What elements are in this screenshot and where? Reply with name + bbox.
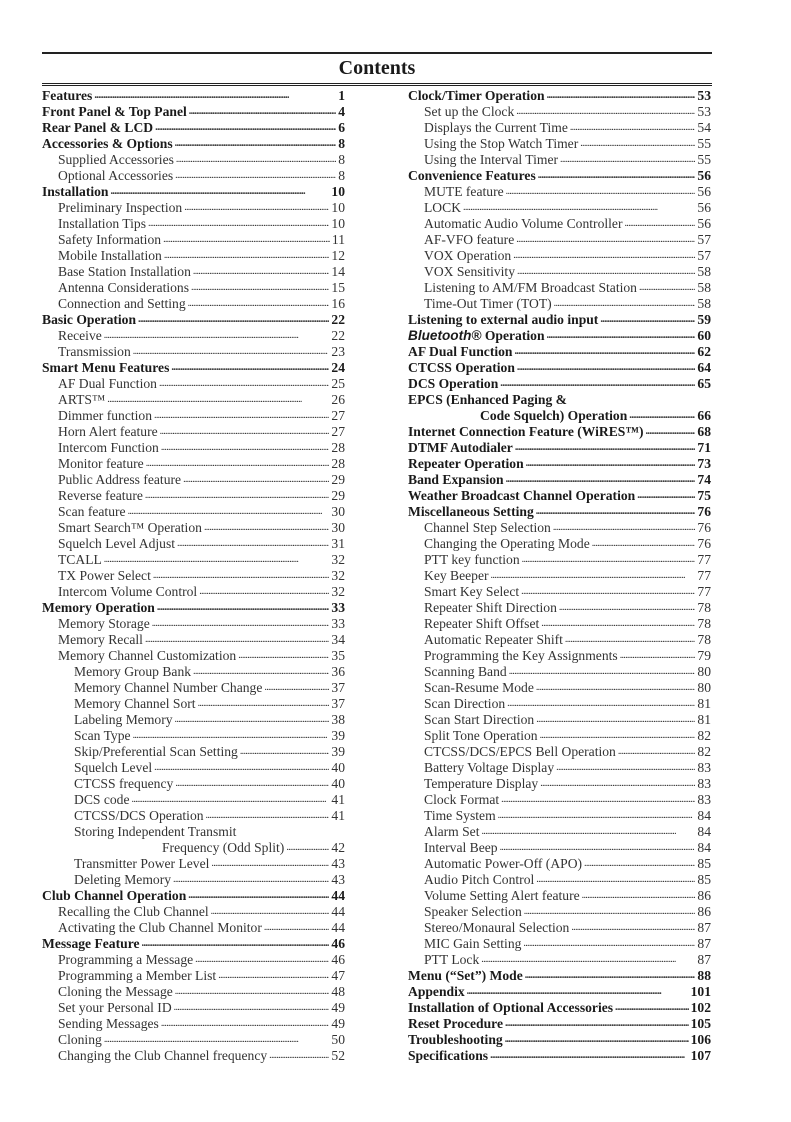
toc-entry-label: CTCSS/DCS/EPCS Bell Operation [424, 744, 616, 759]
toc-entry-page: 81 [697, 712, 711, 727]
dot-leader [206, 806, 330, 824]
toc-entry-page: 44 [331, 904, 345, 919]
toc-entry-label: DCS Operation [408, 376, 499, 391]
toc-entry-page: 87 [697, 952, 711, 967]
toc-entry-label: Convenience Features [408, 168, 536, 183]
toc-entry-page: 34 [331, 632, 345, 647]
toc-entry-page: 78 [697, 616, 711, 631]
toc-entry-page: 55 [697, 136, 711, 151]
toc-entry-page: 49 [331, 1016, 345, 1031]
toc-entry-page: 10 [331, 216, 345, 231]
top-rule [42, 52, 712, 54]
toc-entry-label: Labeling Memory [74, 712, 173, 727]
toc-entry-label: Memory Channel Number Change [74, 680, 263, 695]
toc-entry-label: Memory Group Bank [74, 664, 192, 679]
toc-entry-label: Time-Out Timer (TOT) [424, 296, 552, 311]
toc-entry-label: Installation of Optional Accessories [408, 1000, 614, 1015]
toc-entry-page: 43 [331, 856, 345, 871]
toc-entry-label: Scan Direction [424, 696, 506, 711]
toc-entry-page: 66 [697, 408, 711, 423]
toc-entry-label: LOCK [424, 200, 462, 215]
toc-entry-label: Band Expansion [408, 472, 504, 487]
toc-entry-label: Squelch Level [74, 760, 153, 775]
toc-entry-page: 46 [331, 936, 345, 951]
toc-entry-page: 41 [331, 792, 345, 807]
toc-entry-label: Specifications [408, 1048, 489, 1063]
toc-entry-label: VOX Operation [424, 248, 512, 263]
toc-entry-label: CTCSS/DCS Operation [74, 808, 204, 823]
toc-entry-label: Channel Step Selection [424, 520, 551, 535]
toc-entry-label: Memory Channel Sort [74, 696, 196, 711]
dot-leader [269, 1046, 329, 1064]
toc-entry-label: Internet Connection Feature (WiRES™) [408, 424, 644, 439]
toc-entry-page: 59 [697, 312, 711, 327]
toc-entry-label: Basic Operation [42, 312, 137, 327]
toc-entry-label: Programming a Message [58, 952, 194, 967]
toc-entry-page: 83 [697, 776, 711, 791]
toc-entry-page: 107 [690, 1048, 711, 1063]
toc-entry-label: Scanning Band [424, 664, 507, 679]
toc-entry-page: 29 [331, 488, 345, 503]
toc-entry-label: Monitor feature [58, 456, 144, 471]
toc-entry-label: TX Power Select [58, 568, 151, 583]
toc-entry[interactable] [42, 808, 345, 824]
toc-entry-page: 44 [331, 888, 345, 903]
toc-entry-page: 12 [331, 248, 345, 263]
toc-entry-page: 77 [697, 584, 711, 599]
toc-entry-label: Rear Panel & LCD [42, 120, 154, 135]
toc-entry-page: 8 [338, 136, 345, 151]
toc-entry-page: 75 [697, 488, 711, 503]
toc-entry-page: 29 [331, 472, 345, 487]
toc-entry-label: Using the Interval Timer [424, 152, 559, 167]
toc-entry-page: 86 [697, 888, 711, 903]
toc-entry-page: 22 [331, 312, 345, 327]
toc-entry-label: Skip/Preferential Scan Setting [74, 744, 238, 759]
toc-entry-label: Base Station Installation [58, 264, 191, 279]
toc-entry-page: 58 [697, 264, 711, 279]
toc-entry-label: Set up the Clock [424, 104, 515, 119]
toc-entry-label: Appendix [408, 984, 465, 999]
toc-entry[interactable] [42, 1048, 345, 1064]
toc-entry-label: Recalling the Club Channel [58, 904, 209, 919]
toc-entry-label: AF-VFO feature [424, 232, 515, 247]
toc-entry-page: 1 [338, 88, 345, 103]
toc-entry-page: 33 [331, 616, 345, 631]
toc-entry-page: 32 [331, 568, 345, 583]
toc-entry-page: 102 [690, 1000, 711, 1015]
toc-entry-label: Alarm Set [424, 824, 480, 839]
toc-entry-label: Public Address feature [58, 472, 182, 487]
dot-leader [490, 1046, 689, 1064]
toc-entry-label: Speaker Selection [424, 904, 522, 919]
toc-entry-page: 54 [697, 120, 711, 135]
toc-entry-label: Key Beeper [424, 568, 489, 583]
toc-entry-page: 42 [331, 840, 345, 855]
toc-entry-page: 37 [331, 680, 345, 695]
toc-entry-label: Changing the Club Channel frequency [58, 1048, 268, 1063]
toc-entry-label: Set your Personal ID [58, 1000, 172, 1015]
toc-entry-label: Split Tone Operation [424, 728, 538, 743]
toc-entry-page: 56 [697, 168, 711, 183]
toc-entry-label: VOX Sensitivity [424, 264, 516, 279]
toc-entry[interactable] [408, 376, 711, 392]
toc-entry-label: Menu (“Set”) Mode [408, 968, 523, 983]
toc-entry-label: DTMF Autodialer [408, 440, 513, 455]
toc-entry-label: Installation Tips [58, 216, 147, 231]
toc-entry-label: Transmitter Power Level [74, 856, 210, 871]
toc-entry-page: 85 [697, 856, 711, 871]
toc-entry-page: 53 [697, 88, 711, 103]
toc-entry-page: 53 [697, 104, 711, 119]
toc-entry-label: Mobile Installation [58, 248, 162, 263]
toc-entry-page: 84 [697, 808, 711, 823]
toc-entry-label: Memory Storage [58, 616, 150, 631]
toc-entry-label: Optional Accessories [58, 168, 174, 183]
toc-entry-label: Scan Type [74, 728, 131, 743]
toc-entry-label: Scan Start Direction [424, 712, 535, 727]
toc-entry-label: Intercom Volume Control [58, 584, 198, 599]
toc-entry-page: 23 [331, 344, 345, 359]
toc-entry-page: 27 [331, 424, 345, 439]
toc-entry-page: 58 [697, 280, 711, 295]
toc-entry-page: 83 [697, 792, 711, 807]
toc-entry-page: 57 [697, 232, 711, 247]
toc-entry-label: Scan-Resume Mode [424, 680, 534, 695]
toc-entry-page: 26 [331, 392, 345, 407]
toc-entry-page: 11 [331, 232, 345, 247]
toc-entry-label: Smart Menu Features [42, 360, 170, 375]
toc-entry-page: 32 [331, 584, 345, 599]
toc-entry-label: Audio Pitch Control [424, 872, 535, 887]
toc-entry-label-rest: Operation [481, 328, 545, 343]
toc-entry-page: 87 [697, 920, 711, 935]
toc-entry-page: 56 [697, 184, 711, 199]
toc-entry-page: 15 [331, 280, 345, 295]
toc-entry-page: 55 [697, 152, 711, 167]
toc-entry-page: 56 [697, 200, 711, 215]
toc-entry-page: 25 [331, 376, 345, 391]
toc-entry-page: 76 [697, 504, 711, 519]
toc-entry-label: Code Squelch) Operation [480, 408, 628, 423]
toc-entry-label: Safety Information [58, 232, 162, 247]
toc-entry-page: 6 [338, 120, 345, 135]
toc-entry-page: 77 [697, 568, 711, 583]
toc-entry-label: Smart Search™ Operation [58, 520, 202, 535]
toc-entry-label: Connection and Setting [58, 296, 186, 311]
toc-entry-page: 87 [697, 936, 711, 951]
toc-entry-label: Installation [42, 184, 109, 199]
toc-right-column [408, 88, 711, 1064]
toc-entry-page: 38 [331, 712, 345, 727]
toc-entry-page: 37 [331, 696, 345, 711]
toc-entry-label: Dimmer function [58, 408, 153, 423]
toc-entry-label: Reverse feature [58, 488, 143, 503]
toc-entry-label: Sending Messages [58, 1016, 159, 1031]
toc-entry-label: Activating the Club Channel Monitor [58, 920, 262, 935]
toc-entry-label: Cloning [58, 1032, 102, 1047]
toc-entry-label: Receive [58, 328, 102, 343]
toc-entry-label: Deleting Memory [74, 872, 172, 887]
toc-entry-page: 68 [697, 424, 711, 439]
toc-entry-page: 8 [338, 168, 345, 183]
toc-entry-page: 81 [697, 696, 711, 711]
toc-entry-label: DCS code [74, 792, 130, 807]
toc-entry-page: 30 [331, 504, 345, 519]
toc-entry-page: 40 [331, 760, 345, 775]
toc-entry-label: PTT key function [424, 552, 520, 567]
toc-entry-page: 10 [331, 184, 345, 199]
toc-entry-page: 31 [331, 536, 345, 551]
page-title: Contents [338, 57, 416, 79]
toc-entry-label: Memory Recall [58, 632, 143, 647]
toc-entry-label: CTCSS Operation [408, 360, 515, 375]
toc-entry-label: Intercom Function [58, 440, 159, 455]
toc-entry-page: 44 [331, 920, 345, 935]
toc-entry-page: 36 [331, 664, 345, 679]
toc-entry-page: 82 [697, 728, 711, 743]
toc-entry-label: Transmission [58, 344, 131, 359]
toc-entry-page: 43 [331, 872, 345, 887]
toc-entry-page: 33 [331, 600, 345, 615]
toc-entry-label: Programming a Member List [58, 968, 217, 983]
toc-entry-label: Clock Format [424, 792, 500, 807]
toc-entry-page: 88 [697, 968, 711, 983]
toc-entry-label: Repeater Shift Direction [424, 600, 557, 615]
toc-entry-label: Frequency (Odd Split) [162, 840, 285, 855]
toc-entry-label: Scan feature [58, 504, 126, 519]
toc-entry-label: Weather Broadcast Channel Operation [408, 488, 636, 503]
toc-entry-page: 22 [331, 328, 345, 343]
toc-entry-page: 85 [697, 872, 711, 887]
toc-entry-label: Volume Setting Alert feature [424, 888, 580, 903]
toc-entry-label: Antenna Considerations [58, 280, 190, 295]
toc-entry-page: 80 [697, 680, 711, 695]
toc-entry-page: 48 [331, 984, 345, 999]
toc-entry-page: 80 [697, 664, 711, 679]
bluetooth-wordmark: Bluetooth® [408, 328, 482, 343]
toc-entry-page: 71 [697, 440, 711, 455]
toc-entry-label: Using the Stop Watch Timer [424, 136, 579, 151]
toc-entry-page: 78 [697, 632, 711, 647]
toc-entry-page: 78 [697, 600, 711, 615]
toc-entry-label: AF Dual Function [58, 376, 157, 391]
toc-entry-page: 40 [331, 776, 345, 791]
toc-entry-page: 16 [331, 296, 345, 311]
toc-entry-label: Stereo/Monaural Selection [424, 920, 570, 935]
toc-entry-page: 28 [331, 440, 345, 455]
toc-entry-label: Automatic Power-Off (APO) [424, 856, 583, 871]
toc-entry-label: Listening to external audio input [408, 312, 599, 327]
toc-entry-page: 86 [697, 904, 711, 919]
toc-entry-label: EPCS (Enhanced Paging & [408, 392, 567, 407]
toc-entry-page: 73 [697, 456, 711, 471]
toc-entry-label: Displays the Current Time [424, 120, 568, 135]
toc-entry-label: AF Dual Function [408, 344, 513, 359]
toc-entry-label: CTCSS frequency [74, 776, 174, 791]
toc-entry-page: 77 [697, 552, 711, 567]
toc-entry-label: Front Panel & Top Panel [42, 104, 187, 119]
toc-entry-page: 82 [697, 744, 711, 759]
toc-entry-page: 74 [697, 472, 711, 487]
toc-entry-label: Message Feature [42, 936, 140, 951]
toc-entry-page: 8 [338, 152, 345, 167]
toc-entry-label: Automatic Audio Volume Controller [424, 216, 623, 231]
toc-entry[interactable] [408, 1048, 711, 1064]
toc-entry-label: Features [42, 88, 93, 103]
toc-entry-page: 32 [331, 552, 345, 567]
toc-entry-page: 47 [331, 968, 345, 983]
toc-entry-page: 84 [697, 824, 711, 839]
toc-entry-page: 10 [331, 200, 345, 215]
toc-entry-label: Automatic Repeater Shift [424, 632, 563, 647]
toc-entry-page: 57 [697, 248, 711, 263]
toc-entry-label: Clock/Timer Operation [408, 88, 545, 103]
toc-entry-page: 105 [690, 1016, 711, 1031]
toc-entry-label: Temperature Display [424, 776, 539, 791]
toc-entry-page: 52 [331, 1048, 345, 1063]
toc-entry-page: 49 [331, 1000, 345, 1015]
toc-left-column [42, 88, 345, 1064]
toc-entry-page: 39 [331, 744, 345, 759]
toc-entry-label: Changing the Operating Mode [424, 536, 590, 551]
toc-entry-label: Preliminary Inspection [58, 200, 183, 215]
toc-entry-page: 41 [331, 808, 345, 823]
toc-entry-label: Repeater Operation [408, 456, 524, 471]
toc-entry-page: 106 [690, 1032, 711, 1047]
toc-entry-page: 14 [331, 264, 345, 279]
toc-entry-label: Battery Voltage Display [424, 760, 555, 775]
toc-entry-page: 65 [697, 376, 711, 391]
toc-entry-page: 84 [697, 840, 711, 855]
toc-entry-page: 62 [697, 344, 711, 359]
toc-entry-page: 35 [331, 648, 345, 663]
toc-entry-page: 39 [331, 728, 345, 743]
toc-entry-page: 27 [331, 408, 345, 423]
toc-entry-page: 83 [697, 760, 711, 775]
dot-leader [500, 374, 695, 392]
toc-entry-page: 46 [331, 952, 345, 967]
toc-entry-label: Supplied Accessories [58, 152, 174, 167]
toc-entry-label: Accessories & Options [42, 136, 173, 151]
toc-entry-page: 101 [690, 984, 711, 999]
toc-entry-label: Listening to AM/FM Broadcast Station [424, 280, 637, 295]
toc-entry-label: Reset Procedure [408, 1016, 503, 1031]
toc-entry-label: Time System [424, 808, 496, 823]
toc-entry-page: 79 [697, 648, 711, 663]
toc-entry-page: 64 [697, 360, 711, 375]
toc-entry-label: Repeater Shift Offset [424, 616, 540, 631]
toc-entry-label: Horn Alert feature [58, 424, 158, 439]
toc-entry-label: MIC Gain Setting [424, 936, 522, 951]
toc-entry-page: 76 [697, 536, 711, 551]
toc-entry-page: 50 [331, 1032, 345, 1047]
toc-entry-label: Interval Beep [424, 840, 498, 855]
toc-entry-label: Troubleshooting [408, 1032, 503, 1047]
toc-entry-label: Squelch Level Adjust [58, 536, 176, 551]
toc-entry-page: 76 [697, 520, 711, 535]
toc-entry-page: 60 [697, 328, 711, 343]
toc-entry-label: Miscellaneous Setting [408, 504, 534, 519]
toc-entry-page: 4 [338, 104, 345, 119]
toc-entry-page: 28 [331, 456, 345, 471]
toc-entry-label: Cloning the Message [58, 984, 173, 999]
toc-entry-label: Smart Key Select [424, 584, 520, 599]
toc-entry-page: 56 [697, 216, 711, 231]
toc-entry-label: Club Channel Operation [42, 888, 187, 903]
toc-entry-label: Programming the Key Assignments [424, 648, 618, 663]
toc-entry-page: 58 [697, 296, 711, 311]
toc-entry-label: ARTS™ [58, 392, 106, 407]
toc-entry-page: 30 [331, 520, 345, 535]
toc-entry-label: Memory Operation [42, 600, 155, 615]
toc-entry-label: Storing Independent Transmit [74, 824, 237, 839]
toc-entry-page: 24 [331, 360, 345, 375]
toc-entry-label: TCALL [58, 552, 102, 567]
toc-entry-label: PTT Lock [424, 952, 480, 967]
toc-entry-label: Memory Channel Customization [58, 648, 237, 663]
toc-entry-label: MUTE feature [424, 184, 504, 199]
